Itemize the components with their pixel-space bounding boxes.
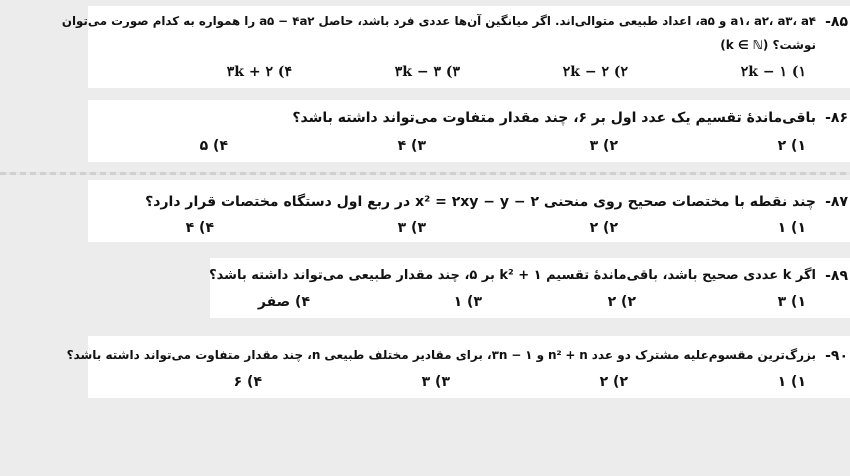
- question-87-choice-4[interactable]: ۴) ۴: [185, 220, 214, 236]
- question-89-text: اگر k عددی صحیح باشد، باقی‌ماندهٔ تقسیم k² + ۱ بر ۵، چند مقدار طبیعی می‌تواند داشته باشد؟: [209, 268, 816, 283]
- question-87-card: [88, 180, 850, 242]
- question-86-number: ۸۶-: [825, 110, 848, 126]
- question-87-choice-1[interactable]: ۱) ۱: [777, 220, 806, 236]
- question-86-choice-1[interactable]: ۱) ۲: [777, 138, 806, 154]
- question-85-choice-2[interactable]: ۲) ۲k − ۲: [562, 64, 628, 80]
- question-89-choice-3[interactable]: ۳) ۱: [453, 294, 482, 310]
- question-89-card: [210, 258, 850, 318]
- question-85-choice-1[interactable]: ۱) ۲k − ۱: [740, 64, 806, 80]
- question-87-choice-2[interactable]: ۲) ۲: [589, 220, 618, 236]
- question-90-choice-1[interactable]: ۱) ۱: [777, 374, 806, 390]
- question-89-choice-1[interactable]: ۱) ۳: [777, 294, 806, 310]
- question-87-choice-3[interactable]: ۳) ۳: [397, 220, 426, 236]
- question-86-choice-3[interactable]: ۳) ۴: [397, 138, 426, 154]
- question-89-choice-2[interactable]: ۲) ۲: [607, 294, 636, 310]
- question-86-text: باقی‌ماندهٔ تقسیم یک عدد اول بر ۶، چند مقدار متفاوت می‌تواند داشته باشد؟: [292, 110, 816, 126]
- question-90-choice-4[interactable]: ۴) ۶: [233, 374, 262, 390]
- question-90-choice-3[interactable]: ۳) ۳: [421, 374, 450, 390]
- question-90-choice-2[interactable]: ۲) ۲: [599, 374, 628, 390]
- question-89-number: ۸۹-: [825, 268, 848, 284]
- question-85-card: [61, 6, 850, 88]
- question-85-text-line1: a۱، a۲، a۳، a۴ و a۵، اعداد طبیعی متوالی‌اند. اگر میانگین آن‌ها عددی فرد باشد، حاصل a۵ − ۴a۲ را همواره به کدام صورت می‌توان: [61, 14, 816, 28]
- question-85-choice-3[interactable]: ۳) ۳k − ۳: [394, 64, 460, 80]
- question-86-choice-2[interactable]: ۲) ۳: [589, 138, 618, 154]
- question-87-text: چند نقطه با مختصات صحیح روی منحنی x² = ۲xy − y − ۲ در ربع اول دستگاه مختصات قرار دارد؟: [145, 194, 816, 210]
- question-85-number: ۸۵-: [825, 14, 848, 30]
- question-90-number: ۹۰-: [825, 348, 848, 364]
- question-86-card: [88, 100, 850, 162]
- scan-divider: [0, 172, 850, 175]
- question-85-choice-4[interactable]: ۴) ۳k + ۲: [226, 64, 292, 80]
- question-87-number: ۸۷-: [825, 194, 848, 210]
- question-89-choice-4[interactable]: ۴) صفر: [257, 294, 310, 310]
- question-85-text-line2: نوشت؟ (k ∈ ℕ): [720, 38, 816, 52]
- question-90-text: بزرگ‌ترین مقسوم‌علیه مشترک دو عدد n² + n و ۳n − ۱، برای مقادیر مختلف طبیعی n، چند مقدار متفاوت می‌تواند داشته باشد؟: [66, 348, 816, 362]
- question-86-choice-4[interactable]: ۴) ۵: [199, 138, 228, 154]
- question-90-card: [66, 336, 850, 398]
